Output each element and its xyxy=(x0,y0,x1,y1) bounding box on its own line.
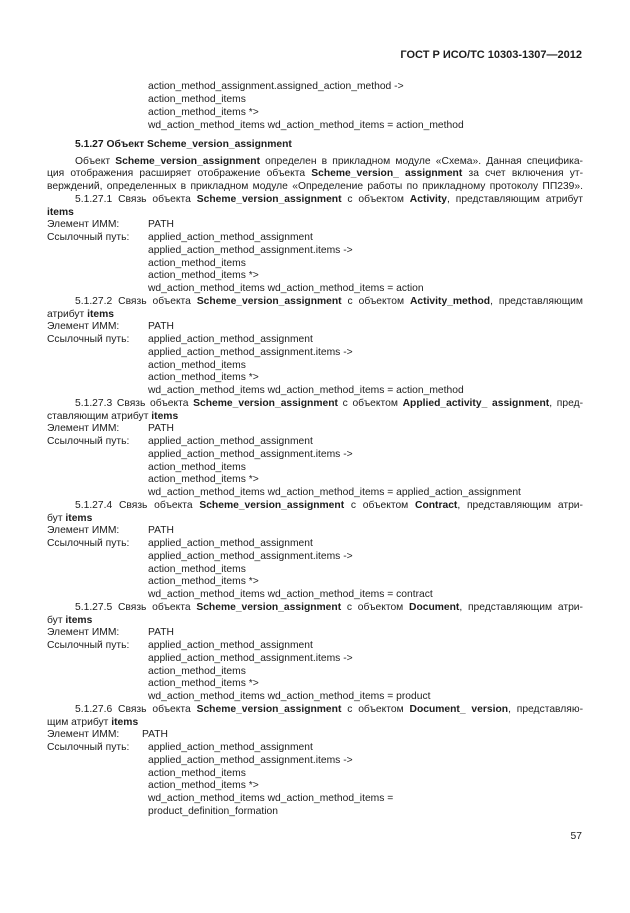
entity-name: Scheme_version_assignment xyxy=(196,703,342,715)
section-heading: 5.1.27 Объект Scheme_version_assignment xyxy=(75,138,292,150)
mim-element-label: Элемент ИММ: xyxy=(47,525,120,537)
reference-path-label: Ссылочный путь: xyxy=(47,232,130,244)
text-run: Объект xyxy=(75,155,116,167)
path-line: applied_action_method_assignment xyxy=(148,232,313,244)
path-line: action_method_assignment.assigned_action_method -> xyxy=(148,80,404,92)
paragraph-line xyxy=(47,156,583,169)
subsection-title xyxy=(47,602,583,615)
path-line: action_method_items xyxy=(148,359,246,371)
paragraph-line xyxy=(47,181,583,194)
text-run: 5.1.27.5 Связь объекта xyxy=(75,601,197,613)
mim-element-row xyxy=(47,219,583,232)
subsection-title xyxy=(47,500,583,513)
path-line: wd_action_method_items wd_action_method_items = contract xyxy=(148,589,433,601)
entity-name: Scheme_version_assignment xyxy=(196,295,342,307)
text-run: , представляющим атри- xyxy=(459,601,583,613)
path-line: wd_action_method_items wd_action_method_items = product xyxy=(148,691,431,703)
subsection-title-continuation xyxy=(47,411,583,424)
attribute-name: items xyxy=(87,308,114,320)
path-line: applied_action_method_assignment.items -> xyxy=(148,244,353,256)
path-line: action_method_items xyxy=(148,461,246,473)
text-run: 5.1.27.1 Связь объекта xyxy=(75,193,197,205)
mim-element-value: PATH xyxy=(148,627,174,639)
text-run: бут xyxy=(47,512,66,524)
mim-element-value: PATH xyxy=(148,321,174,333)
path-line: action_method_items xyxy=(148,257,246,269)
text-run: атрибут xyxy=(47,308,88,320)
subsection-title xyxy=(47,194,583,207)
text-run: с объектом xyxy=(337,397,403,409)
text-run: с объектом xyxy=(341,703,410,715)
path-line: applied_action_method_assignment.items -> xyxy=(148,550,353,562)
entity-name: Scheme_version_assignment xyxy=(199,499,345,511)
text-run: , пред- xyxy=(549,397,584,409)
path-line: wd_action_method_items wd_action_method_items = action_method xyxy=(148,119,464,131)
path-line: action_method_items xyxy=(148,563,246,575)
text-run: ция отображения расширяет отображение объекта xyxy=(47,168,312,180)
mim-element-value: PATH xyxy=(142,729,168,741)
subsection-title-continuation xyxy=(47,309,583,322)
entity-name: Applied_activity_ assignment xyxy=(402,397,550,409)
path-line: action_method_items *> xyxy=(148,270,259,282)
path-line: action_method_items xyxy=(148,767,246,779)
text-run: , представляющим атрибут xyxy=(447,193,583,205)
mim-element-row xyxy=(47,627,583,640)
path-line: applied_action_method_assignment xyxy=(148,640,313,652)
mim-element-value: PATH xyxy=(148,219,174,231)
path-line: action_method_items xyxy=(148,665,246,677)
subsection-title-continuation xyxy=(47,513,583,526)
subsection-title xyxy=(47,296,583,309)
text-run: определен в прикладном модуле «Схема». Данная специфика- xyxy=(260,155,583,167)
attribute-name: items xyxy=(111,716,139,728)
section-body xyxy=(47,156,583,819)
entity-name: Scheme_version_assignment xyxy=(196,193,342,205)
mim-element-row xyxy=(47,729,583,742)
attribute-name: items xyxy=(65,512,93,524)
text-run: щим атрибут xyxy=(47,716,112,728)
path-line: wd_action_method_items wd_action_method_items = action xyxy=(148,283,424,295)
subsection-title-continuation xyxy=(47,615,583,628)
path-line: wd_action_method_items wd_action_method_items = xyxy=(148,793,394,805)
text-run: , представляю- xyxy=(508,703,584,715)
mim-element-label: Элемент ИММ: xyxy=(47,321,120,333)
continued-reference-path xyxy=(47,80,583,132)
subsection-title xyxy=(47,704,583,717)
mim-element-label: Элемент ИММ: xyxy=(47,219,120,231)
path-line: applied_action_method_assignment.items -> xyxy=(148,448,353,460)
mim-element-label: Элемент ИММ: xyxy=(47,423,120,435)
reference-path-label: Ссылочный путь: xyxy=(47,538,130,550)
path-line: applied_action_method_assignment xyxy=(148,538,313,550)
path-line: action_method_items *> xyxy=(148,106,259,118)
attribute-name: items xyxy=(47,206,74,218)
mim-element-row xyxy=(47,321,583,334)
mim-element-row xyxy=(47,423,583,436)
reference-path-row xyxy=(47,742,583,755)
attribute-name: items xyxy=(151,410,179,422)
path-line: action_method_items *> xyxy=(148,678,259,690)
reference-path-label: Ссылочный путь: xyxy=(47,640,130,652)
path-line: action_method_items *> xyxy=(148,372,259,384)
mim-element-value: PATH xyxy=(148,423,174,435)
running-header: ГОСТ Р ИСО/ТС 10303-1307—2012 xyxy=(400,49,582,61)
mim-element-label: Элемент ИММ: xyxy=(47,627,120,639)
subsection-title-continuation xyxy=(47,717,583,730)
reference-path-row xyxy=(47,232,583,245)
text-run: с объектом xyxy=(344,499,416,511)
path-line: applied_action_method_assignment xyxy=(148,742,313,754)
text-run: ставляющим атрибут xyxy=(47,410,152,422)
entity-name: Scheme_version_assignment xyxy=(115,155,261,167)
path-line: action_method_items *> xyxy=(148,576,259,588)
path-line: action_method_items *> xyxy=(148,780,259,792)
entity-name: Document_ version xyxy=(409,703,509,715)
text-run: , представляющим xyxy=(490,295,583,307)
text-run: 5.1.27.6 Связь объекта xyxy=(75,703,197,715)
text-run: 5.1.27.2 Связь объекта xyxy=(75,295,197,307)
reference-path-label: Ссылочный путь: xyxy=(47,334,130,346)
mim-element-label: Элемент ИММ: xyxy=(47,729,120,741)
path-line: applied_action_method_assignment xyxy=(148,436,313,448)
path-line: wd_action_method_items wd_action_method_items = applied_action_assignment xyxy=(148,487,521,499)
reference-path-label: Ссылочный путь: xyxy=(47,742,130,754)
entity-name: Activity_method xyxy=(409,295,491,307)
entity-name: Document xyxy=(409,601,460,613)
entity-name: Scheme_version_assignment xyxy=(193,397,338,409)
entity-name: Contract xyxy=(415,499,458,511)
path-line: applied_action_method_assignment xyxy=(148,334,313,346)
path-line: applied_action_method_assignment.items -> xyxy=(148,652,353,664)
path-line: product_definition_formation xyxy=(148,805,278,817)
subsection-title xyxy=(47,398,583,411)
page-number: 57 xyxy=(570,830,582,842)
entity-name: Scheme_version_ assignment xyxy=(311,168,463,180)
reference-path-label: Ссылочный путь: xyxy=(47,436,130,448)
entity-name: Activity xyxy=(409,193,447,205)
path-line: wd_action_method_items wd_action_method_items = action_method xyxy=(148,385,464,397)
path-line: applied_action_method_assignment.items -> xyxy=(148,754,353,766)
mim-element-value: PATH xyxy=(148,525,174,537)
text-run: за счет включения ут- xyxy=(462,168,584,180)
text-run: 5.1.27.3 Связь объекта xyxy=(75,397,194,409)
reference-path-row xyxy=(47,538,583,551)
text-run: 5.1.27.4 Связь объекта xyxy=(75,499,200,511)
text-run: с объектом xyxy=(341,601,410,613)
path-line: applied_action_method_assignment.items -> xyxy=(148,346,353,358)
mim-element-row xyxy=(47,525,583,538)
text-run: бут xyxy=(47,614,66,626)
text-run: , представляющим атри- xyxy=(457,499,583,511)
text-run: с объектом xyxy=(341,295,410,307)
entity-name: Scheme_version_assignment xyxy=(196,601,342,613)
path-line: action_method_items xyxy=(148,93,246,105)
text-run: с объектом xyxy=(341,193,410,205)
path-line: action_method_items *> xyxy=(148,474,259,486)
text-run: верждений, определенных в прикладном модуле «Определение работы по прикладному протоколу ПП239». xyxy=(47,181,583,193)
reference-path-row xyxy=(47,334,583,347)
paragraph-line xyxy=(47,168,583,181)
reference-path-row xyxy=(47,640,583,653)
subsection-title-continuation xyxy=(47,207,583,220)
attribute-name: items xyxy=(65,614,93,626)
reference-path-row xyxy=(47,436,583,449)
